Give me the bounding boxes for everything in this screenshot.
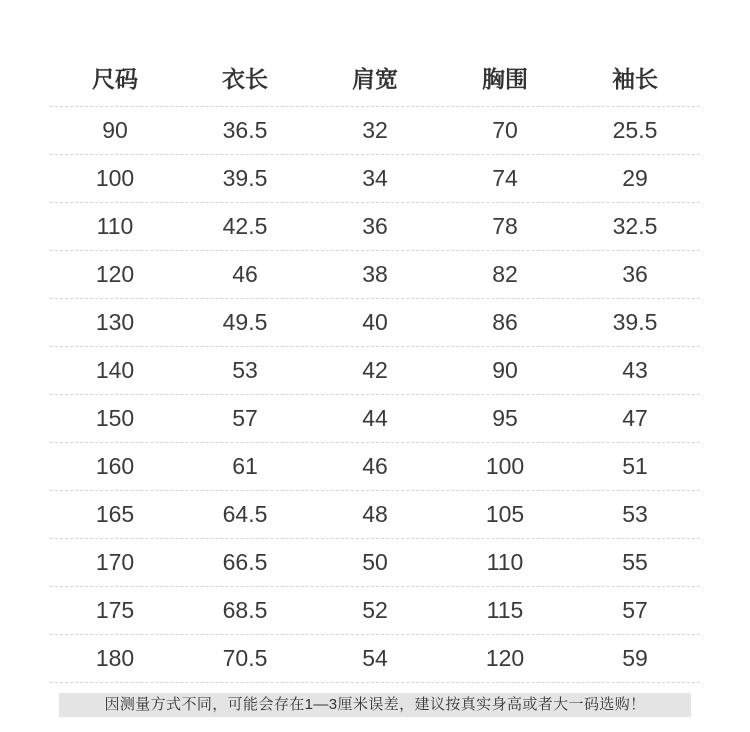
cell-sleeve: 53 [622,501,648,527]
cell-length: 46 [232,261,258,287]
cell-size: 120 [95,261,135,287]
table-row [50,491,700,539]
cell-shoulder: 40 [362,309,388,335]
header-length: 衣长 [222,65,268,92]
table-row [50,347,700,395]
cell-chest: 120 [485,645,525,671]
table-row [50,155,700,203]
cell-shoulder: 46 [362,453,388,479]
cell-shoulder: 44 [362,405,388,431]
header-size: 尺码 [92,65,138,92]
cell-size: 180 [95,645,135,671]
cell-size: 175 [95,597,135,623]
cell-sleeve: 51 [622,453,648,479]
table-row [50,587,700,635]
cell-shoulder: 54 [362,645,388,671]
header-sleeve: 袖长 [612,65,658,92]
cell-length: 68.5 [222,597,268,623]
cell-shoulder: 38 [362,261,388,287]
cell-chest: 95 [492,405,518,431]
cell-sleeve: 59 [622,645,648,671]
cell-chest: 105 [485,501,525,527]
cell-sleeve: 57 [622,597,648,623]
cell-shoulder: 32 [362,117,388,143]
cell-sleeve: 55 [622,549,648,575]
cell-sleeve: 39.5 [612,309,658,335]
cell-length: 42.5 [222,213,268,239]
cell-chest: 90 [492,357,518,383]
cell-size: 100 [95,165,135,191]
cell-chest: 115 [486,597,524,623]
cell-length: 61 [232,453,258,479]
cell-size: 110 [96,213,134,239]
cell-shoulder: 42 [362,357,388,383]
cell-chest: 86 [492,309,518,335]
cell-size: 160 [95,453,135,479]
cell-shoulder: 52 [362,597,388,623]
cell-size: 90 [102,117,128,143]
cell-chest: 100 [485,453,525,479]
cell-size: 140 [95,357,135,383]
table-row [50,203,700,251]
cell-size: 150 [95,405,135,431]
cell-chest: 78 [492,213,518,239]
cell-length: 57 [232,405,258,431]
cell-length: 70.5 [222,645,268,671]
cell-size: 130 [95,309,135,335]
cell-size: 170 [95,549,135,575]
table-row [50,251,700,299]
measurement-note: 因测量方式不同，可能会存在1—3厘米误差，建议按真实身高或者大一码选购！ [59,693,691,717]
header-shoulder: 肩宽 [352,65,398,92]
table-row [50,635,700,683]
cell-length: 66.5 [222,549,268,575]
cell-length: 36.5 [222,117,268,143]
cell-shoulder: 50 [362,549,388,575]
cell-sleeve: 29 [622,165,648,191]
cell-size: 165 [95,501,135,527]
table-row [50,443,700,491]
cell-shoulder: 36 [362,213,388,239]
cell-chest: 70 [492,117,518,143]
cell-shoulder: 34 [362,165,388,191]
size-chart-table [50,48,700,683]
table-row [50,299,700,347]
cell-chest: 110 [486,549,524,575]
table-row [50,395,700,443]
cell-sleeve: 36 [622,261,648,287]
cell-length: 64.5 [222,501,268,527]
cell-length: 49.5 [222,309,268,335]
cell-shoulder: 48 [362,501,388,527]
cell-sleeve: 47 [622,405,648,431]
cell-sleeve: 32.5 [612,213,658,239]
cell-chest: 82 [492,261,518,287]
cell-length: 39.5 [222,165,268,191]
table-row [50,107,700,155]
table-row [50,539,700,587]
cell-sleeve: 25.5 [612,117,658,143]
cell-chest: 74 [492,165,518,191]
cell-sleeve: 43 [622,357,648,383]
cell-length: 53 [232,357,258,383]
header-chest: 胸围 [482,65,528,92]
table-header-row [50,48,700,107]
